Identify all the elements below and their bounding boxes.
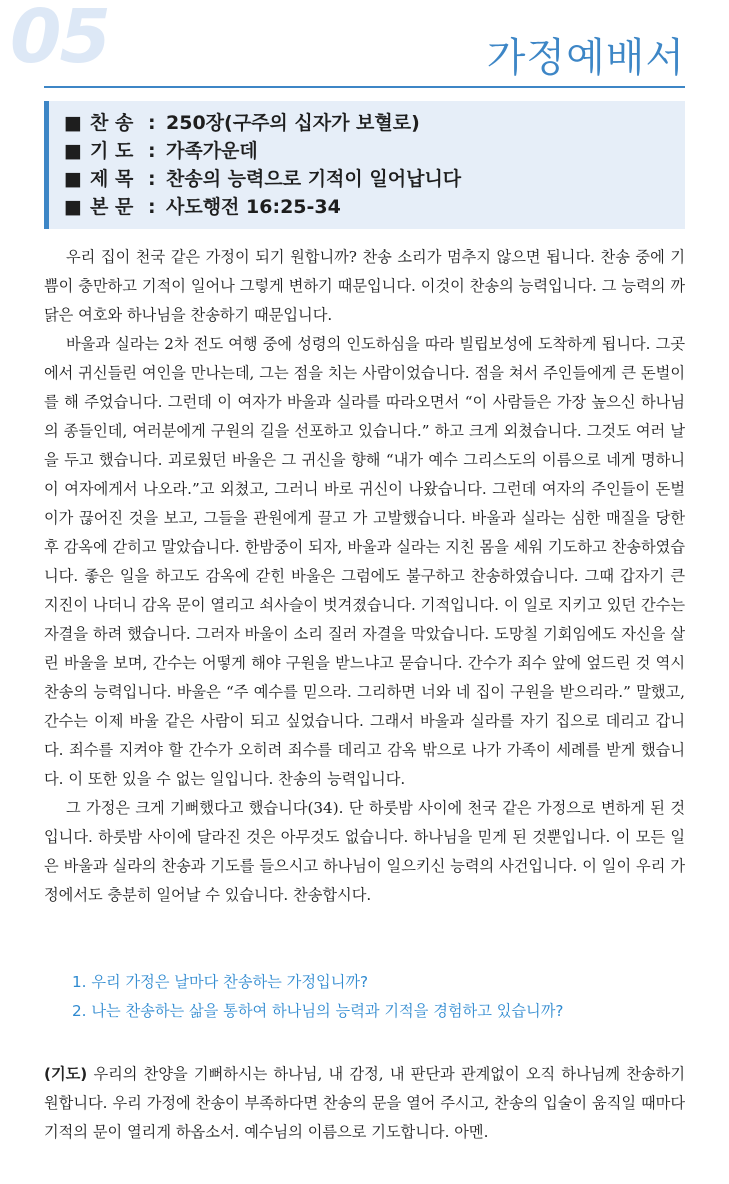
info-value: 250장(구주의 십자가 보혈로) bbox=[166, 112, 420, 134]
body-paragraph: 우리 집이 천국 같은 가정이 되기 원합니까? 찬송 소리가 멈추지 않으면 됩니다. 찬송 중에 기쁨이 충만하고 기적이 일어나 그렇게 변하기 때문입니다. 이것이 찬송의 능력입니다. 그 능력의 까닭은 여호와 하나님을 찬송하기 때문입니다. bbox=[44, 248, 685, 324]
body-paragraph: 그 가정은 크게 기뻐했다고 했습니다(34). 단 하룻밤 사이에 천국 같은 가정으로 변하게 된 것입니다. 하룻밤 사이에 달라진 것은 아무것도 없습니다. 하나님을 믿게 된 것뿐입니다. 이 모든 일은 바울과 실라의 찬송과 기도를 들으시고 하나님이 일으키신 능력의 사건입니다. 이 일이 우리 가정에서도 충분히 일어날 수 있습니다. 찬송합시다. bbox=[44, 799, 685, 904]
info-value: 사도행전 16:25-34 bbox=[166, 196, 341, 218]
info-label: 제 목 bbox=[90, 168, 134, 190]
info-row-prayer bbox=[64, 137, 258, 165]
page-title: 가정예배서 bbox=[486, 35, 685, 81]
square-bullet-icon: ■ bbox=[64, 140, 82, 162]
info-row-title bbox=[64, 165, 461, 193]
square-bullet-icon: ■ bbox=[64, 196, 82, 218]
info-colon: : bbox=[148, 168, 156, 190]
worship-info-box bbox=[44, 101, 685, 229]
header-divider bbox=[44, 86, 685, 88]
info-colon: : bbox=[148, 140, 156, 162]
prayer-label: (기도) bbox=[44, 1065, 88, 1083]
info-label: 기 도 bbox=[90, 140, 134, 162]
info-label: 찬 송 bbox=[90, 112, 134, 134]
info-value: 찬송의 능력으로 기적이 일어납니다 bbox=[166, 168, 462, 190]
prayer-text: 우리의 찬양을 기뻐하시는 하나님, 내 감정, 내 판단과 관계없이 오직 하나님께 찬송하기 원합니다. 우리 가정에 찬송이 부족하다면 찬송의 문을 열어 주시고, 찬송의 입술이 움직일 때마다 기적의 문이 열리게 하옵소서. 예수님의 이름으로 기도합니다. 아멘. bbox=[44, 1065, 685, 1141]
question-item: 1. 우리 가정은 날마다 찬송하는 가정입니까? bbox=[72, 973, 369, 991]
body-paragraph: 바울과 실라는 2차 전도 여행 중에 성령의 인도하심을 따라 빌립보성에 도착하게 됩니다. 그곳에서 귀신들린 여인을 만나는데, 그는 점을 치는 사람이었습니다. 점을 쳐서 주인들에게 큰 돈벌이를 해 주었습니다. 그런데 이 여자가 바울과 실라를 따라오면서 “이 사람들은 가장 높으신 하나님의 종들인데, 여러분에게 구원의 길을 선포하고 있습니다.” 하고 크게 외쳤습니다. 그것도 여러 날을 두고 했습니다. 괴로웠던 바울은 그 귀신을 향해 “내가 예수 그리스도의 이름으로 네게 명하니 이 여자에게서 나오라.”고 외쳤고, 그러니 바로 귀신이 나왔습니다. 그런데 여자의 주인들이 돈벌이가 끊어진 것을 보고, 그들을 관원에게 끌고 가 고발했습니다. 바울과 실라는 심한 매질을 당한 후 감옥에 갇히고 말았습니다. 한밤중이 되자, 바울과 실라는 지친 몸을 세워 기도하고 찬송하였습니다. 좋은 일을 하고도 감옥에 갇힌 바울은 그럼에도 불구하고 찬송하였습니다. 그때 갑자기 큰 지진이 나더니 감옥 문이 열리고 쇠사슬이 벗겨졌습니다. 기적입니다. 이 일로 지키고 있던 간수는 자결을 하려 했습니다. 그러자 바울이 소리 질러 자결을 막았습니다. 도망칠 기회임에도 자신을 살린 바울을 보며, 간수는 어떻게 해야 구원을 받느냐고 묻습니다. 간수가 죄수 앞에 엎드린 것 역시 찬송의 능력입니다. 바울은 “주 예수를 믿으라. 그리하면 너와 네 집이 구원을 받으리라.” 말했고, 간수는 이제 바울 같은 사람이 되고 싶었습니다. 그래서 바울과 실라를 자기 집으로 데리고 갑니다. 죄수를 지켜야 할 간수가 오히려 죄수를 데리고 감옥 밖으로 나가 가족이 세례를 받게 했습니다. 이 또한 있을 수 없는 일입니다. 찬송의 능력입니다. bbox=[44, 335, 685, 788]
square-bullet-icon: ■ bbox=[64, 112, 82, 134]
reflection-questions bbox=[72, 968, 692, 1026]
info-row-scripture bbox=[64, 193, 341, 221]
question-item: 2. 나는 찬송하는 삶을 통하여 하나님의 능력과 기적을 경험하고 있습니까? bbox=[72, 1002, 564, 1020]
info-value: 가족가운데 bbox=[166, 140, 258, 162]
closing-prayer bbox=[44, 1060, 685, 1147]
info-colon: : bbox=[148, 196, 156, 218]
info-row-hymn bbox=[64, 109, 420, 137]
sermon-body bbox=[44, 243, 685, 910]
info-label: 본 문 bbox=[90, 196, 134, 218]
info-colon: : bbox=[148, 112, 156, 134]
square-bullet-icon: ■ bbox=[64, 168, 82, 190]
page-number: 05 bbox=[10, 0, 109, 80]
